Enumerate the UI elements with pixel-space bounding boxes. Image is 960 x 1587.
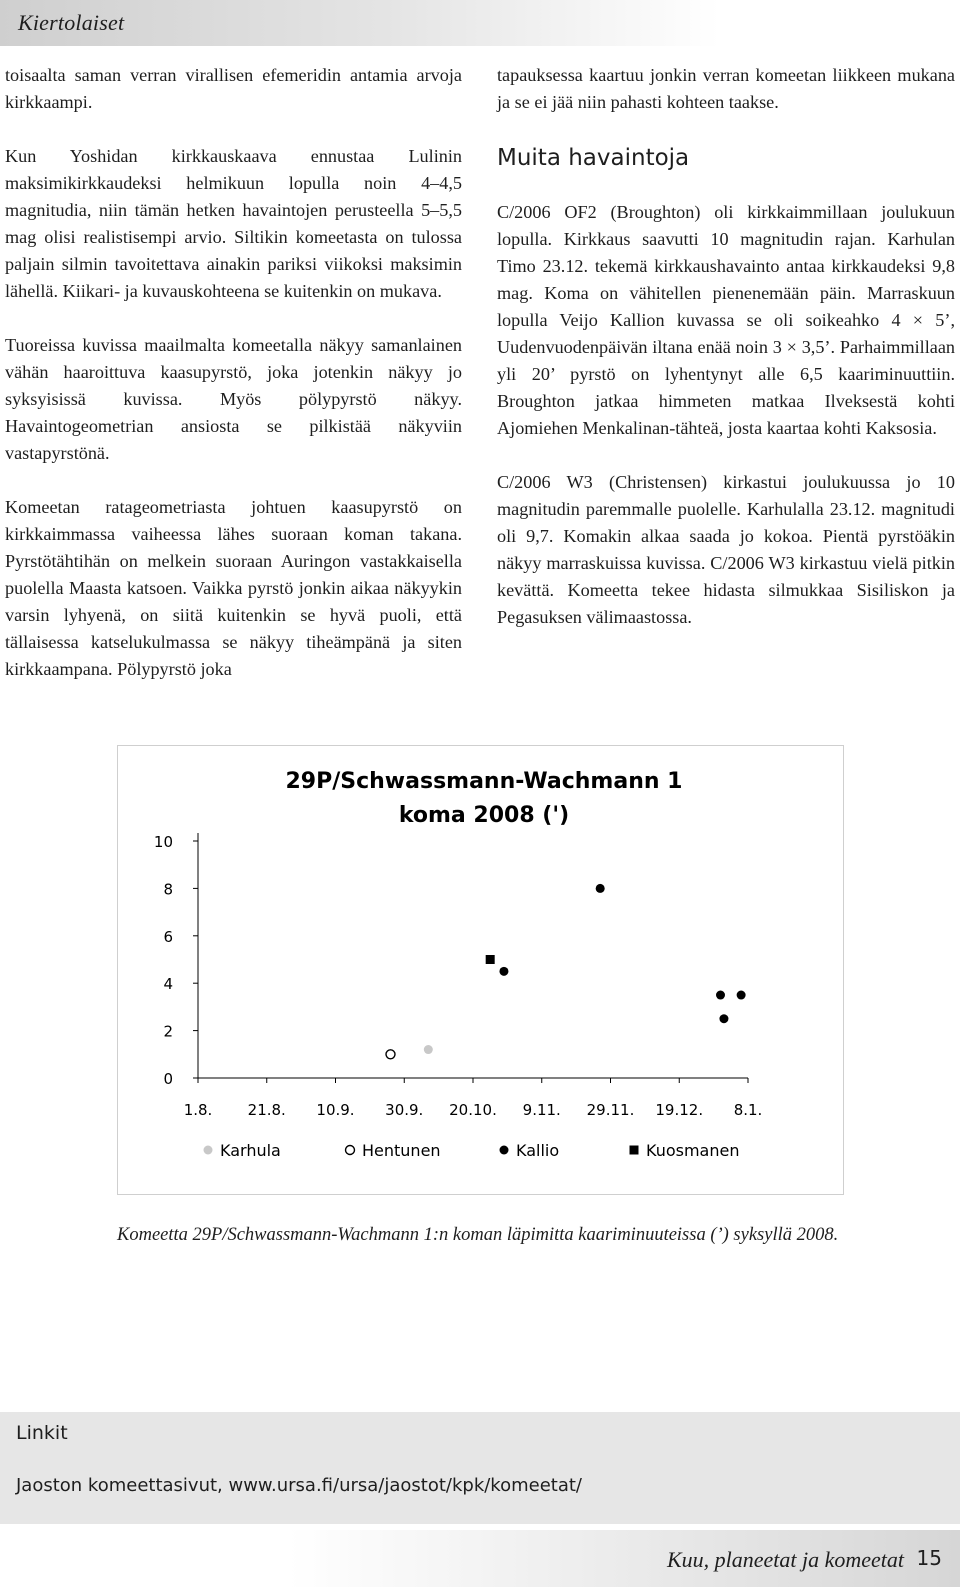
paragraph: C/2006 OF2 (Broughton) oli kirkkaimmillaan joulukuun lopulla. Kirkkaus saavutti 10 magnitudin rajan. Karhulan Timo 23.12. tekemä kirkkaushavainto antaa kirkkaudeksi 9,8 mag. Koma on vähitellen pienenemään päin. Marraskuun lopulla Veijo Kallion kuvassa se oli soikeahko 4 × 5’, Uudenvuodenpäivän iltana enää noin 3 × 3,5’. Parhaimmillaan yli 20’ pyrstö on lyhentynyt alle 6,5 kaariminuuttiin. Broughton jatkaa himmeten matkaa Ilveksestä kohti Ajomiehen Menkalinan-tähteä, josta kaartaa kohti Kaksosia. [497, 202, 955, 438]
right-column [497, 62, 955, 658]
paragraph: C/2006 W3 (Christensen) kirkastui joulukuussa jo 10 magnitudin paremmalle puolelle. Karhulalla 23.12. magnitudi oli 9,7. Komakin alkaa saada jo kokoa. Pientä pyrstöäkin näkyy marraskuissa kuvissa. C/2006 W3 kirkastuu vielä pitkin kevättä. Komeetta tekee hidasta silmukkaa Sisiliskon ja Pegasuksen välimaastossa. [497, 472, 955, 627]
paragraph: Komeetan ratageometriasta johtuen kaasupyrstö on kirkkaimmassa vaiheessa lähes suoraan koman takana. Pyrstötähtihän on melkein suoraan Auringon vastakkaisella puolella Maasta katsoen. Vaikka pyrstö jonkin aikaa näkyykin varsin lyhyenä, on siitä kuitenkin se hyvä puoli, että tällaisessa katselukulmassa se näkyy tiheämpänä ja siten kirkkaampana. Pölypyrstö joka [5, 497, 462, 679]
legend-marker-hentunen [346, 1146, 355, 1155]
data-point-kuosmanen [486, 955, 495, 964]
y-tick-label: 2 [163, 1022, 173, 1041]
y-tick-label: 6 [163, 927, 173, 946]
x-tick-label: 9.11. [522, 1101, 561, 1119]
data-point-kallio [499, 967, 508, 976]
x-tick-label: 30.9. [385, 1101, 424, 1119]
legend-marker-kallio [500, 1146, 509, 1155]
data-point-kallio [719, 1014, 728, 1023]
chart-svg [118, 746, 843, 1194]
page-footer [0, 1530, 960, 1587]
chart [117, 745, 844, 1195]
x-tick-label: 8.1. [733, 1101, 763, 1119]
section-title: Kiertolaiset [18, 10, 125, 35]
page-number: 15 [916, 1546, 942, 1570]
paragraph: toisaalta saman verran virallisen efemeridin antamia arvoja kirkkaampi. [5, 65, 462, 112]
data-point-karhula [424, 1045, 433, 1054]
figure-caption: Komeetta 29P/Schwassmann-Wachmann 1:n koman läpimitta kaariminuuteissa (’) syksyllä 2008. [117, 1225, 839, 1245]
legend-label-hentunen: Hentunen [362, 1141, 441, 1160]
data-point-kallio [716, 991, 725, 1000]
paragraph: Kun Yoshidan kirkkauskaava ennustaa Lulinin maksimikirkkaudeksi helmikuun lopulla noin 4–4,5 magnitudia, niin tämän hetken havaintojen perusteella 5–5,5 mag olisi realistisempi arvio. Siltikin komeetasta on tulossa paljain silmin tavoitettava ainakin pariksi viikoksi maksimin lähellä. Kiikari- ja kuvauskohteena se kuitenkin on mukava. [5, 146, 462, 301]
y-tick-label: 8 [163, 880, 173, 899]
link-comet-section[interactable]: Jaoston komeettasivut, www.ursa.fi/ursa/jaostot/kpk/komeetat/ [16, 1475, 582, 1496]
legend-label-kallio: Kallio [516, 1141, 560, 1160]
x-tick-label: 29.11. [586, 1101, 635, 1119]
page-header [0, 0, 960, 46]
left-column [5, 62, 462, 710]
legend-label-karhula: Karhula [220, 1141, 281, 1160]
x-tick-label: 1.8. [183, 1101, 213, 1119]
legend-marker-karhula [204, 1146, 213, 1155]
paragraph: tapauksessa kaartuu jonkin verran komeetan liikkeen mukana ja se ei jää niin pahasti kohteen taakse. [497, 65, 955, 112]
data-point-hentunen [386, 1050, 395, 1059]
chart-title: 29P/Schwassmann-Wachmann 1 [285, 769, 683, 794]
y-tick-label: 0 [163, 1070, 173, 1088]
links-title: Linkit [16, 1422, 68, 1444]
legend-label-kuosmanen: Kuosmanen [646, 1141, 740, 1160]
links-box [0, 1412, 960, 1524]
x-tick-label: 19.12. [655, 1101, 704, 1119]
y-tick-label: 4 [163, 975, 173, 994]
legend-marker-kuosmanen [630, 1146, 639, 1155]
x-tick-label: 20.10. [449, 1101, 497, 1119]
section-heading: Muita havaintoja [497, 145, 690, 171]
data-point-kallio [596, 884, 605, 893]
x-tick-label: 10.9. [316, 1101, 355, 1119]
y-tick-label: 10 [153, 833, 173, 851]
paragraph: Tuoreissa kuvissa maailmalta komeetalla näkyy samanlainen vähän haaroittuva kaasupyrstö, joka jotenkin näkyy jo syksyisissä kuvissa. Myös pölypyrstö näkyy. Havaintogeometrian ansiosta se pilkistää näkyviin vastapyrstönä. [5, 335, 462, 463]
chart-subtitle: koma 2008 (') [398, 803, 570, 828]
data-point-kallio [737, 991, 746, 1000]
x-tick-label: 21.8. [247, 1101, 286, 1119]
footer-title: Kuu, planeetat ja komeetat [666, 1547, 904, 1572]
